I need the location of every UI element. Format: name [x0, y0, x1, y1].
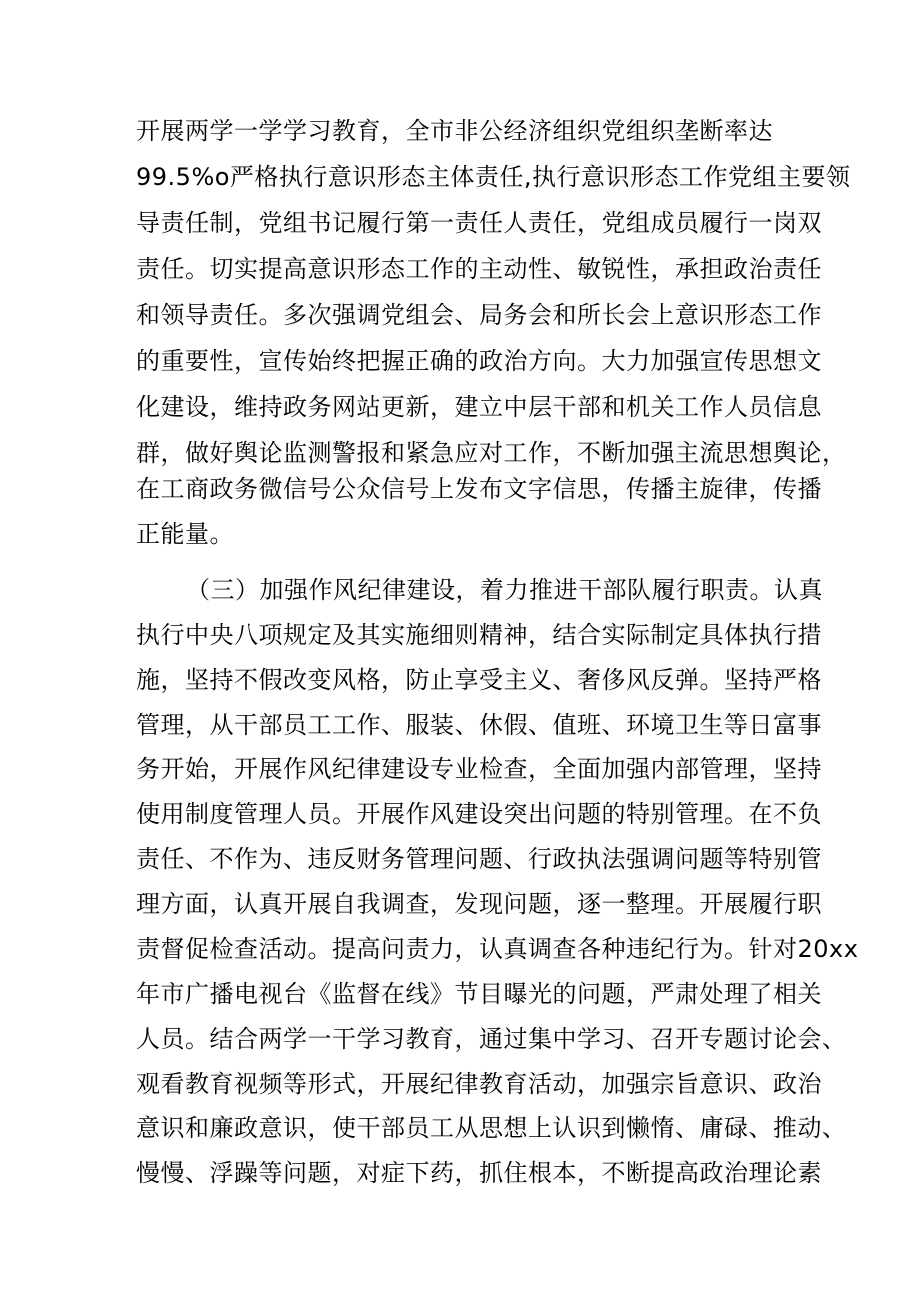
paragraph-1-line: 99.5%o严格执行意识形态主体责任,执行意识形态工作党组主要领 — [136, 163, 851, 191]
paragraph-1-line: 和领导责任。多次强调党组会、局务会和所长会上意识形态工作 — [136, 301, 822, 329]
paragraph-1-line: 化建设，维持政务网站更新，建立中层干部和机关工作人员信息 — [136, 393, 822, 421]
paragraph-2-line: 年市广播电视台《监督在线》节目曝光的问题，严肃处理了相关 — [136, 980, 822, 1008]
paragraph-2-line: 管理，从干部员工工作、服装、休假、值班、环境卫生等日富事 — [136, 711, 822, 739]
paragraph-2-line: 观看教育视频等形式，开展纪律教育活动，加强宗旨意识、政治 — [136, 1070, 822, 1098]
paragraph-1-line: 在工商政务微信号公众信号上发布文字信思，传播主旋律，传播 — [136, 475, 822, 503]
paragraph-1-line: 群，做好舆论监测警报和紧急应对工作，不断加强主流思想舆论， — [136, 439, 847, 467]
paragraph-1-line: 责任。切实提高意识形态工作的主动性、敏锐性，承担政治责任 — [136, 255, 822, 283]
paragraph-1-line: 开展两学一学学习教育，全市非公经济组织党组织垄断率达 — [136, 117, 773, 145]
paragraph-2-line: 人员。结合两学一干学习教育，通过集中学习、召开专题讨论会、 — [136, 1025, 847, 1053]
paragraph-1-line: 的重要性，宣传始终把握正确的政治方向。大力加强宣传思想文 — [136, 347, 822, 375]
paragraph-2-line: （三）加强作风纪律建设，着力推进干部队履行职责。认真 — [186, 576, 823, 604]
paragraph-2-line: 意识和廉政意识，使干部员工从思想上认识到懒惰、庸碌、推动、 — [136, 1114, 847, 1142]
paragraph-2-line: 务开始，开展作风纪律建设专业检查，全面加强内部管理，坚持 — [136, 755, 822, 783]
paragraph-2-line: 责任、不作为、违反财务管理问题、行政执法强调问题等特别管 — [136, 845, 822, 873]
paragraph-2-line: 慢慢、浮躁等问题，对症下药，抓住根本，不断提高政治理论素 — [136, 1159, 822, 1187]
paragraph-2-line: 理方面，认真开展自我调查，发现问题，逐一整理。开展履行职 — [136, 890, 822, 918]
paragraph-2-line: 责督促检查活动。提高问责力，认真调查各种违纪行为。针对20xx — [136, 935, 859, 963]
paragraph-2-line: 执行中央八项规定及其实施细则精神，结合实际制定具体执行措 — [136, 621, 822, 649]
paragraph-1-line: 导责任制，党组书记履行第一责任人责任，党组成员履行一岗双 — [136, 209, 822, 237]
paragraph-1-line: 正能量。 — [136, 520, 234, 548]
paragraph-2-line: 使用制度管理人员。开展作风建设突出问题的特别管理。在不负 — [136, 800, 822, 828]
paragraph-2-line: 施，坚持不假改变风格，防止享受主义、奢侈风反弹。坚持严格 — [136, 666, 822, 694]
